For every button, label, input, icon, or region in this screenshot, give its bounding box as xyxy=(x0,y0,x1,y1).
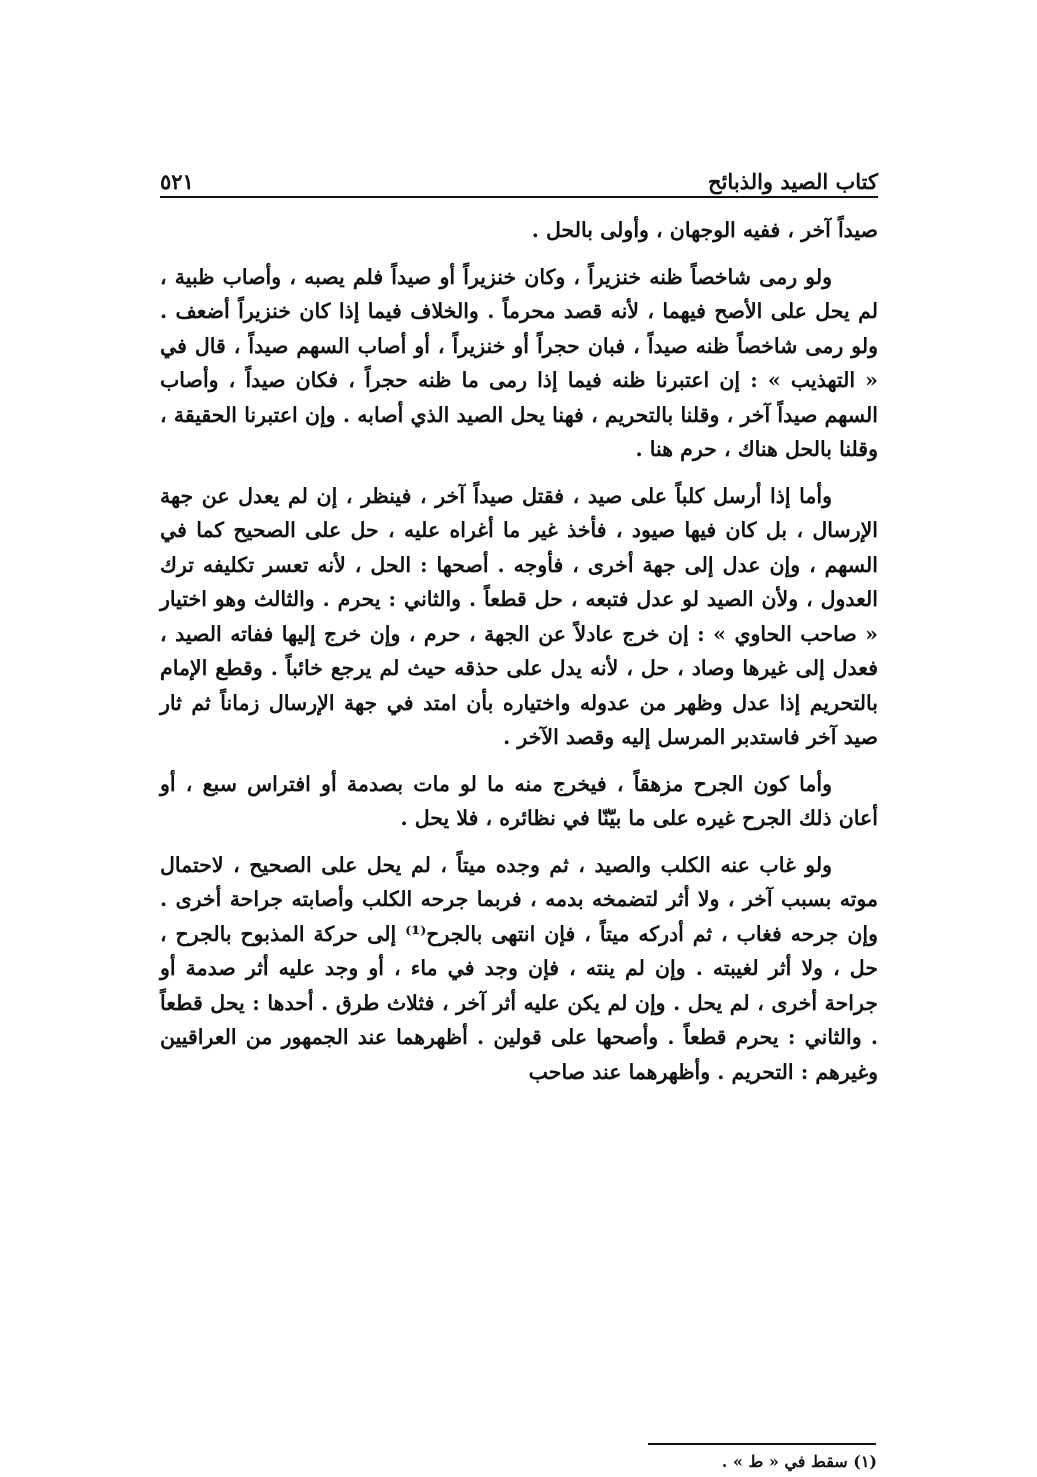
footnote: (١) سقط في « ط » . xyxy=(721,1452,877,1471)
paragraph: وأما إذا أرسل كلباً على صيد ، فقتل صيداً آخر ، فينظر ، إن لم يعدل عن جهة الإرسال ، بل كان فيها صيود ، فأخذ غير ما أغراه عليه ، حل على الصحيح كما في السهم ، وإن عدل إلى جهة أخرى ، فأوجه . أصحها : الحل ، لأنه تعسر تكليفه ترك العدول ، ولأن الصيد لو عدل فتبعه ، حل قطعاً . والثاني : يحرم . والثالث وهو اختيار « صاحب الحاوي » : إن خرج عادلاً عن الجهة ، حرم ، وإن خرج إليها ففاته الصيد ، فعدل إلى غيرها وصاد ، حل ، لأنه يدل على حذقه حيث لم يرجع خائباً . وقطع الإمام بالتحريم إذا عدل وظهر من عدوله واختياره بأن امتد في جهة الإرسال زماناً ثم ثار صيد آخر فاستدبر المرسل إليه وقصد الآخر . xyxy=(160,483,878,749)
footnote-divider xyxy=(648,1443,876,1445)
paragraph: ولو غاب عنه الكلب والصيد ، ثم وجده ميتاً ، لم يحل على الصحيح ، لاحتمال موته بسبب آخر ، ولا أثر لتضمخه بدمه ، فربما جرحه الكلب وأصابته جراحة أخرى . وإن جرحه فغاب ، ثم أدركه ميتاً ، فإن انتهى بالجرح⁽¹⁾ إلى حركة المذبوح بالجرح ، حل ، ولا أثر لغيبته . وإن لم ينته ، فإن وجد في ماء ، أو وجد عليه أثر صدمة أو جراحة أخرى ، لم يحل . وإن لم يكن عليه أثر آخر ، فثلاث طرق . أحدها : يحل قطعاً . والثاني : يحرم قطعاً . وأصحها على قولين . أظهرهما عند الجمهور من العراقيين وغيرهم : التحريم . وأظهرهما عند صاحب xyxy=(160,852,878,1084)
page-number: ٥٢١ xyxy=(160,169,194,194)
paragraph: صيداً آخر ، ففيه الوجهان ، وأولى بالحل . xyxy=(531,218,878,242)
body-text xyxy=(160,213,878,1101)
paragraph: وأما كون الجرح مزهقاً ، فيخرج منه ما لو مات بصدمة أو افتراس سبع ، أو أعان ذلك الجرح غيره على ما بيّنّا في نظائره ، فلا يحل . xyxy=(160,771,878,830)
running-header xyxy=(160,150,878,198)
chapter-title: كتاب الصيد والذبائح xyxy=(708,169,878,194)
paragraph: ولو رمى شاخصاً ظنه خنزيراً ، وكان خنزيراً أو صيداً فلم يصبه ، وأصاب ظبية ، لم يحل على الأصح فيهما ، لأنه قصد محرماً . والخلاف فيما إذا كان خنزيراً أضعف . ولو رمى شاخصاً ظنه صيداً ، فبان حجراً أو خنزيراً ، أو أصاب السهم صيداً ، قال في « التهذيب » : إن اعتبرنا ظنه فيما إذا رمى ما ظنه حجراً ، فكان صيداً ، وأصاب السهم صيداً آخر ، وقلنا بالتحريم ، فهنا يحل الصيد الذي أصابه . وإن اعتبرنا الحقيقة ، وقلنا بالحل هناك ، حرم هنا . xyxy=(160,264,878,461)
